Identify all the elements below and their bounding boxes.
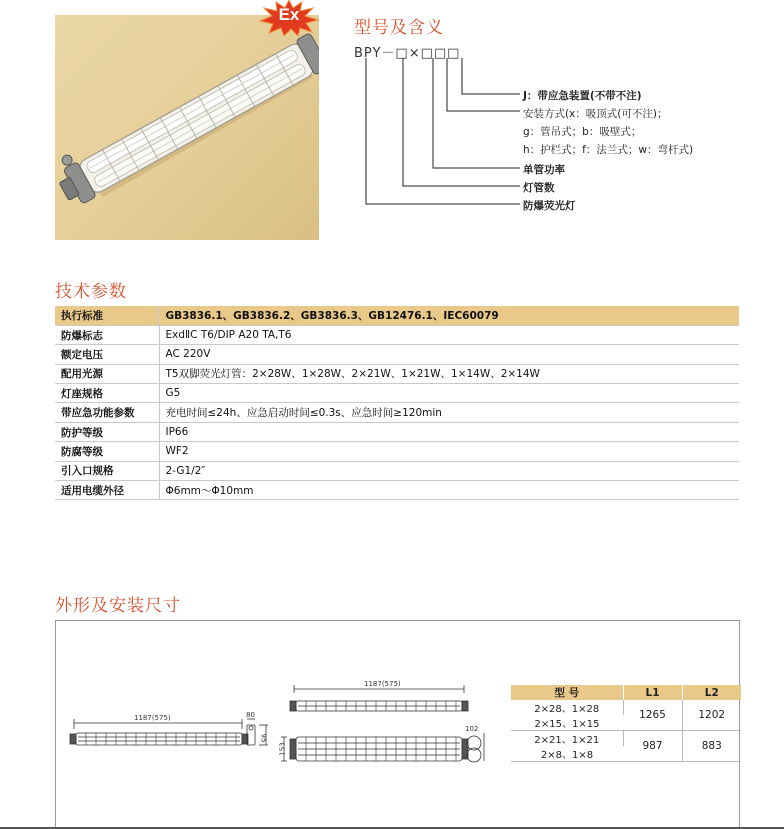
dimension-drawing-box (55, 620, 740, 829)
model-code: BPY－□×□□□ (354, 46, 461, 61)
table-row (55, 345, 739, 364)
l2-cell: 883 (682, 731, 741, 762)
param-key: 配用光源 (55, 364, 159, 383)
legend-product-name: 防爆荧光灯 (523, 200, 576, 212)
model-cell: 2×8、1×8 (511, 746, 623, 762)
table-row (55, 325, 739, 344)
param-key: 防爆标志 (55, 325, 159, 344)
table-row (55, 364, 739, 383)
ex-explosion-proof-badge (258, 0, 320, 36)
table-row (55, 384, 739, 403)
product-photo (55, 15, 319, 240)
param-key: 额定电压 (55, 345, 159, 364)
l1-cell: 987 (623, 731, 682, 762)
l2-cell: 1202 (682, 700, 741, 731)
param-value: 充电时间≤24h、应急启动时间≤0.3s、应急时间≥120min (159, 403, 739, 422)
right-end-label: 102 (465, 725, 479, 733)
model-cell: 2×28、1×28 (511, 700, 623, 715)
legend-emergency: J：带应急装置(不带不注) (523, 90, 642, 102)
right-length-label: 1187(575) (364, 680, 401, 688)
left-width-label: 80 (246, 711, 255, 719)
right-height-label: 153 (278, 742, 287, 756)
model-section-title: 型号及含义 (354, 18, 444, 38)
dimension-table (511, 685, 741, 762)
fluorescent-lamp-image (55, 15, 319, 240)
legend-tube-count: 灯管数 (523, 182, 555, 194)
param-key: 防护等级 (55, 422, 159, 441)
param-value: AC 220V (159, 345, 739, 364)
table-row (511, 700, 741, 715)
table-row (55, 461, 739, 480)
param-key: 灯座规格 (55, 384, 159, 403)
model-cell: 2×15、1×15 (511, 715, 623, 731)
ex-badge-text: Ex (278, 5, 300, 24)
param-key: 防腐等级 (55, 442, 159, 461)
param-key: 带应急功能参数 (55, 403, 159, 422)
table-row (511, 731, 741, 747)
tech-param-table (55, 306, 739, 500)
param-value: G5 (159, 384, 739, 403)
l1-cell: 1265 (623, 700, 682, 731)
dims-section-title: 外形及安装尺寸 (55, 596, 181, 616)
col-header-model: 型 号 (511, 685, 623, 700)
param-value: GB3836.1、GB3836.2、GB3836.3、GB12476.1、IEC60079 (159, 306, 739, 325)
table-row (55, 403, 739, 422)
legend-tube-power: 单管功率 (523, 164, 565, 176)
table-row (55, 306, 739, 325)
param-value: Φ6mm～Φ10mm (159, 481, 739, 500)
table-row (55, 442, 739, 461)
left-height-label: 95 (259, 733, 268, 743)
legend-install-g-b: g：管吊式；b：吸壁式； (523, 126, 642, 138)
param-value: ExdⅡC T6/DIP A20 TA,T6 (159, 325, 739, 344)
left-length-label: 1187(575) (134, 714, 171, 722)
param-value: IP66 (159, 422, 739, 441)
param-value: 2-G1/2″ (159, 461, 739, 480)
param-value: WF2 (159, 442, 739, 461)
table-row (55, 481, 739, 500)
table-row (55, 422, 739, 441)
param-key: 适用电缆外径 (55, 481, 159, 500)
param-value: T5双脚荧光灯管：2×28W、1×28W、2×21W、1×21W、1×14W、2×14W (159, 364, 739, 383)
param-key: 执行标准 (55, 306, 159, 325)
table-header-row (511, 685, 741, 700)
legend-install-h-f-w: h：护栏式；f：法兰式；w：弯杆式) (523, 144, 694, 156)
col-header-l1: L1 (623, 685, 682, 700)
model-cell: 2×21、1×21 (511, 731, 623, 747)
model-code-diagram (350, 38, 730, 218)
col-header-l2: L2 (682, 685, 741, 700)
param-key: 引入口规格 (55, 461, 159, 480)
tech-section-title: 技术参数 (55, 282, 127, 302)
legend-install-type: 安装方式(x：吸顶式(可不注)； (523, 108, 668, 120)
